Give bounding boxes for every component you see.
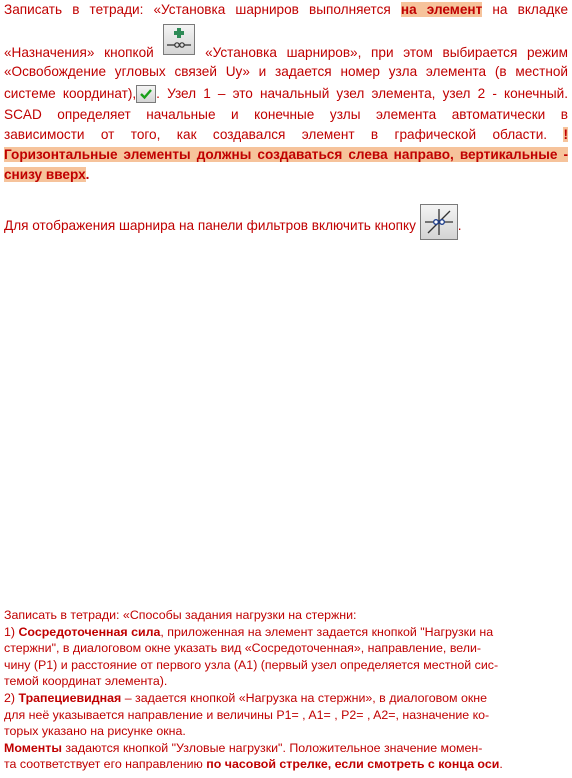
para1-line3: «Освобождение угловых связей Uy» и задается номер узла элемента (в местной: [4, 64, 568, 79]
para1-line1: Записать в тетради: «Установка шарниров выполняется на элемент на вкладке: [4, 2, 569, 17]
checkmark-icon[interactable]: [136, 85, 156, 103]
loads-paragraph: [4, 607, 568, 773]
para1-line2: «Назначения» кнопкой «Установка шарниров», при этом выбирается режим: [4, 32, 568, 62]
item2-line2: для неё указывается направление и величины P1= , A1= , P2= , A2=, назначение ко-: [4, 707, 490, 722]
para1-line4: системе координат), . Узел 1 – это начальный узел элемента, узел 2 - конечный.: [4, 86, 568, 101]
para1-line8: снизу вверх.: [4, 167, 90, 182]
moments-line1: Моменты задаются кнопкой "Узловые нагрузки". Положительное значение момен-: [4, 740, 483, 755]
loads-intro: Записать в тетради: «Способы задания нагрузки на стержни:: [4, 608, 357, 622]
moments-line2: та соответствует его направлению по часовой стрелке, если смотреть с конца оси.: [4, 757, 503, 772]
para1-line5: SCAD определяет начальные и конечные узлы элемента автоматически в: [4, 107, 568, 122]
para1-line6: зависимости от того, как создавался элемент в графической области. !: [4, 127, 568, 142]
highlight-rule: Горизонтальные элементы должны создаваться слева направо, вертикальные -: [4, 147, 568, 162]
item1-line3: чину (P1) и расстояние от первого узла (A1) (первый узел определяется местной сис-: [4, 657, 499, 672]
highlight-on-element: на элемент: [400, 2, 483, 17]
hinge-install-icon[interactable]: [163, 24, 195, 55]
para1-line7: [4, 145, 568, 165]
item1-line4: темой координат элемента).: [4, 674, 168, 689]
hinge-filter-icon[interactable]: [420, 204, 458, 240]
item1-line1: 1) Сосредоточенная сила, приложенная на элемент задается кнопкой "Нагрузки на: [4, 624, 494, 639]
exclamation-mark: !: [563, 127, 568, 142]
item1-line2: стержни", в диалоговом окне указать вид «Сосредоточенная», направление, вели-: [4, 641, 482, 656]
item2-line3: торых указано на рисунке окна.: [4, 724, 186, 739]
item2-line1: 2) Трапециевидная – задается кнопкой «Нагрузка на стержни», в диалоговом окне: [4, 690, 487, 705]
highlight-bottom-up: снизу вверх: [4, 167, 86, 182]
filter-line: Для отображения шарнира на панели фильтров включить кнопку .: [4, 200, 568, 224]
